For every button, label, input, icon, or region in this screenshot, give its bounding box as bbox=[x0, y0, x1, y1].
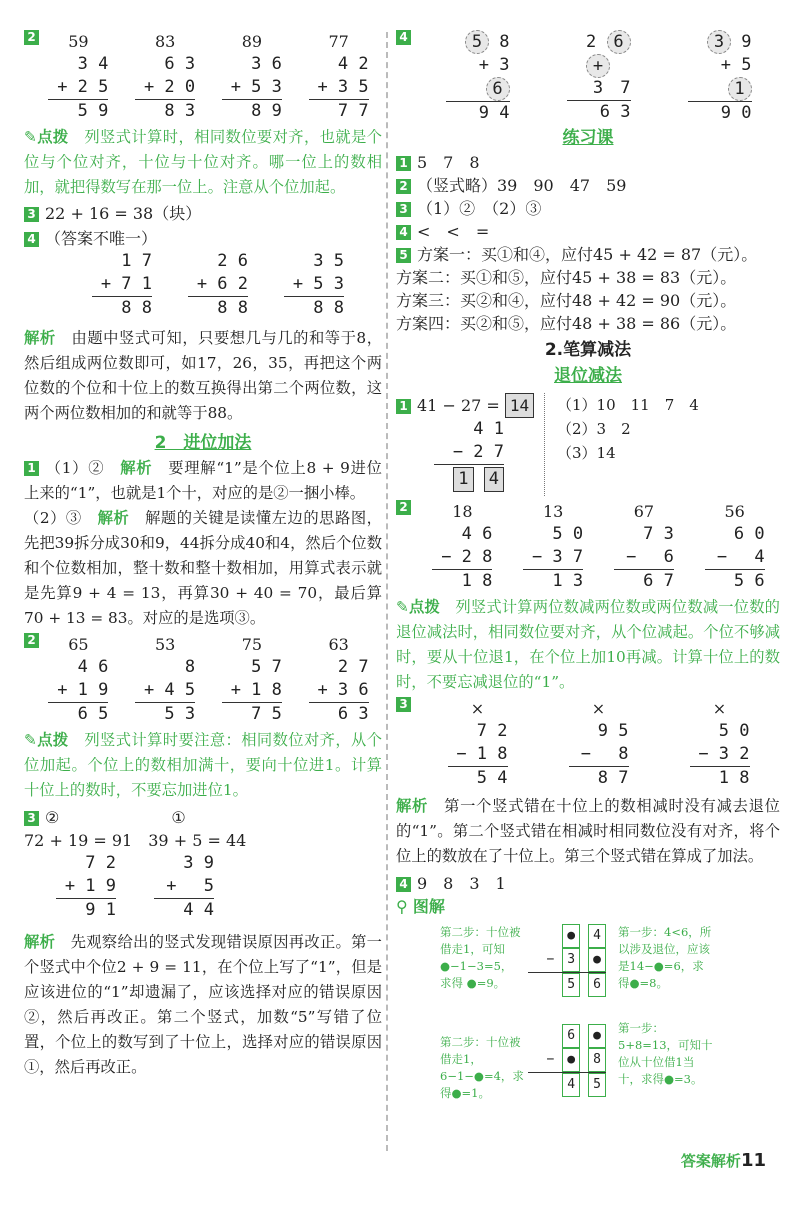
answer-text: （竖式略）39 90 47 59 bbox=[417, 176, 627, 195]
vertical-calc bbox=[135, 633, 195, 726]
vertical-calc bbox=[309, 633, 369, 726]
calc-line: 4 6 bbox=[461, 524, 493, 544]
analysis-paragraph bbox=[24, 930, 382, 1080]
tip-label: 点拨 bbox=[408, 598, 440, 616]
answer-text: 9 8 3 1 bbox=[417, 874, 506, 893]
practice-more bbox=[396, 266, 780, 335]
vertical-calc bbox=[48, 633, 108, 726]
vertical-calc bbox=[434, 418, 504, 492]
calc-line: + 3 5 bbox=[317, 77, 369, 97]
calc-line: 6 0 bbox=[733, 524, 765, 544]
s1-paragraph bbox=[24, 456, 382, 506]
vertical-calc bbox=[135, 30, 195, 123]
page-footer bbox=[681, 1150, 766, 1171]
calc-line: + 4 5 bbox=[143, 680, 196, 700]
s2-block bbox=[24, 633, 382, 726]
analysis-text: 第一个竖式错在十位上的数相减时没有减去退位的“1”。第二个竖式错在相减时相同数位没有对齐，将个位上的数放在了十位上。第三个竖式错在算成了加法。 bbox=[396, 797, 780, 865]
calc-line: 6 5 bbox=[48, 702, 108, 726]
answer-box: 14 bbox=[505, 393, 534, 418]
calc-line: 9 0 bbox=[688, 101, 752, 125]
side-answer: （3）14 bbox=[557, 444, 616, 462]
vertical-calc bbox=[48, 30, 108, 123]
analysis-label: 解析 bbox=[24, 933, 56, 951]
page-number: 11 bbox=[740, 1150, 766, 1171]
calc-line: 8 3 bbox=[135, 99, 195, 123]
sum-value: 18 bbox=[452, 502, 473, 521]
tip-paragraph bbox=[396, 595, 780, 695]
sum-value: 75 bbox=[241, 635, 263, 654]
calc-line: + 6 2 bbox=[196, 274, 248, 294]
calc-line: + 5 3 bbox=[230, 77, 282, 97]
calc-line: 7 2 bbox=[476, 721, 508, 741]
calc-line: 7 3 bbox=[643, 524, 674, 544]
tip-paragraph bbox=[24, 125, 382, 200]
calc-line: 6 3 bbox=[164, 54, 196, 74]
r1-block bbox=[396, 393, 780, 496]
diagram-note: 第一步：4<6，所以涉及退位，应该是14−●=6，求得●=8。 bbox=[618, 925, 712, 990]
section-title: 练习课 bbox=[562, 128, 614, 148]
analysis-label: 解析 bbox=[97, 509, 130, 527]
calc-line: + 1 9 bbox=[64, 876, 116, 896]
analysis-text: 要理解“1”是个位上8 + 9进位上来的“1”，也就是1个十，对应的是②一捆小棒。 bbox=[24, 459, 382, 502]
sum-value: × bbox=[470, 699, 485, 718]
sum-value: 63 bbox=[328, 635, 349, 654]
right-column bbox=[396, 30, 780, 1123]
calc-line: 9 5 bbox=[597, 721, 629, 741]
vertical-calc bbox=[569, 697, 629, 790]
question-number: 1 bbox=[396, 156, 411, 171]
answer-text: （1）② bbox=[45, 459, 105, 477]
calc-line: 8 8 bbox=[284, 296, 344, 320]
sum-value: × bbox=[591, 699, 606, 718]
calc-line: 9 4 bbox=[446, 101, 510, 125]
equation: 72 + 19 = 91 bbox=[24, 831, 133, 850]
calc-line: 8 bbox=[184, 657, 196, 677]
flower-digit: 6 bbox=[486, 77, 510, 101]
tip-text: 列竖式计算两位数减两位数或两位数减一位数的退位减法时，相同数位要对齐，从个位减起。个位不够减时，要从十位退1，在个位上加10再减。计算十位上的数时，不要忘减退位的“1”。 bbox=[396, 598, 780, 691]
result-box: 1 bbox=[453, 467, 473, 492]
analysis-text: 解题的关键是读懂左边的思路图，先把39拆分成30和9，44拆分成40和4，然后个位数和个位数相加，整十数和整十数相加，用算式表示就是先算9 + 4 = 13，再算30 + 40 = 70，最后算70 + 13 = 83。对应的是选项③。 bbox=[24, 509, 382, 627]
result-box: 4 bbox=[484, 467, 504, 492]
calc-line: 5 7 bbox=[251, 657, 282, 677]
flower-digit: 5 bbox=[465, 30, 489, 54]
digit: + 5 bbox=[720, 55, 752, 75]
answer-text: 22 + 16 = 38（块） bbox=[45, 204, 202, 223]
vertical-calc bbox=[92, 250, 152, 320]
footer-label: 答案解析 bbox=[680, 1152, 741, 1170]
calc-line: − 6 bbox=[626, 547, 674, 567]
calc-line: 4 1 bbox=[473, 419, 504, 439]
calc-line: + 1 8 bbox=[230, 680, 282, 700]
practice-item bbox=[396, 220, 780, 243]
vertical-calc bbox=[154, 852, 214, 922]
calc-line bbox=[567, 30, 631, 54]
r3-block bbox=[396, 697, 780, 790]
calc-line: + 1 9 bbox=[57, 680, 109, 700]
answer-text: （2）③ bbox=[24, 509, 82, 527]
answer-text: ② bbox=[45, 808, 60, 827]
calc-line: 1 7 bbox=[121, 251, 152, 271]
section-title: 2.笔算减法 bbox=[544, 340, 632, 360]
calc-line bbox=[446, 54, 510, 101]
question-number: 3 bbox=[24, 811, 39, 826]
question-number: 2 bbox=[396, 179, 411, 194]
flower-calc bbox=[688, 30, 752, 125]
calc-line: − 8 bbox=[580, 744, 629, 764]
calc-line: + 5 3 bbox=[292, 274, 344, 294]
question-number: 2 bbox=[24, 30, 39, 45]
calc-line: 1 8 bbox=[690, 766, 750, 790]
calc-line: 8 8 bbox=[188, 296, 248, 320]
diagram-icon: ⚲ bbox=[396, 897, 408, 916]
calc-line: 8 8 bbox=[92, 296, 152, 320]
sum-value: 77 bbox=[328, 32, 349, 51]
vertical-calc bbox=[690, 697, 750, 790]
calc-line: + 2 5 bbox=[57, 77, 109, 97]
vertical-calc bbox=[448, 697, 508, 790]
practice-item bbox=[396, 151, 780, 174]
calc-line: − 4 bbox=[716, 547, 765, 567]
diagram-calc-1: ● 4 − 3 ● 5 6 bbox=[528, 924, 606, 997]
calc-line: 5 0 bbox=[552, 524, 584, 544]
calc-line: 1 8 bbox=[432, 569, 492, 593]
column-divider bbox=[386, 32, 388, 1151]
calc-line: 6 3 bbox=[309, 702, 369, 726]
calc-line: 7 5 bbox=[222, 702, 282, 726]
answer-text: ① bbox=[171, 808, 186, 827]
question-number: 4 bbox=[24, 232, 39, 247]
side-answer: （2）3 2 bbox=[557, 420, 631, 438]
question-number: 2 bbox=[24, 633, 39, 648]
analysis-label: 解析 bbox=[24, 329, 56, 347]
pencil-icon: ✎ bbox=[24, 731, 37, 749]
diagram-note: 第二步：十位被借走1，6−1−●=4，求得●=1。 bbox=[440, 1035, 524, 1100]
calc-line: 2 6 bbox=[217, 251, 248, 271]
sum-value: 53 bbox=[154, 635, 176, 654]
calc-line: 9 1 bbox=[56, 898, 116, 922]
calc-line: + 2 0 bbox=[143, 77, 196, 97]
question-number: 3 bbox=[396, 202, 411, 217]
analysis-paragraph bbox=[24, 326, 382, 426]
answer-text: 方案一：买①和④，应付45 + 42 = 87（元）。 bbox=[417, 245, 758, 264]
calc-line: + 7 1 bbox=[100, 274, 152, 294]
question-number: 4 bbox=[396, 30, 411, 45]
flower-calc bbox=[446, 30, 510, 125]
calc-line: 3 6 bbox=[251, 54, 282, 74]
tip-text: 列竖式计算时，相同数位要对齐，也就是个位与个位对齐，十位与十位对齐。哪一位上的数相加，就把得数写在那一位上。注意从个位加起。 bbox=[24, 128, 382, 196]
tip-label: 点拨 bbox=[36, 128, 69, 146]
calc-line: 2 7 bbox=[337, 657, 369, 677]
analysis-paragraph bbox=[396, 794, 780, 869]
question-number: 3 bbox=[396, 697, 411, 712]
calc-line: 3 9 bbox=[183, 853, 214, 873]
vertical-calc bbox=[188, 250, 248, 320]
vertical-calc bbox=[523, 500, 583, 593]
calc-line: − 1 8 bbox=[456, 744, 508, 764]
subsection-title: 退位减法 bbox=[554, 366, 622, 386]
sum-value: 13 bbox=[542, 502, 564, 521]
question-number: 1 bbox=[24, 461, 39, 476]
calc-line: 4 6 bbox=[77, 657, 109, 677]
calc-line: 3 4 bbox=[77, 54, 109, 74]
vertical-calc bbox=[705, 500, 765, 593]
calc-line bbox=[446, 30, 510, 54]
question-number: 4 bbox=[396, 225, 411, 240]
r-q4-block bbox=[396, 30, 780, 125]
analysis-text: 先观察给出的竖式发现错误原因再改正。第一个竖式中个位2 + 9 = 11，在个位上写了“1”，但是应该进位的“1”却遗漏了，应该选择对应的错误原因②，然后再改正。第二个竖式，加数“5”写错了位置，个位上的数写到了十位上，选择对应的错误原因①，然后再改正。 bbox=[24, 933, 382, 1076]
vertical-calc bbox=[222, 30, 282, 123]
sum-value: 59 bbox=[68, 32, 89, 51]
practice-answers bbox=[396, 151, 780, 266]
practice-item bbox=[396, 243, 780, 266]
calc-line: 8 7 bbox=[569, 766, 629, 790]
q2-block bbox=[24, 30, 382, 123]
answer-text: < < = bbox=[417, 222, 490, 241]
sum-value: 56 bbox=[724, 502, 745, 521]
sum-value: 67 bbox=[633, 502, 655, 521]
tip-text: 列竖式计算时要注意：相同数位对齐，从个位加起。个位上的数相加满十，要向十位进1。计算十位上的数时，不要忘加进位1。 bbox=[24, 731, 382, 799]
analysis-text: 由题中竖式可知，只要想几与几的和等于8，然后组成两位数即可，如17，26，35，再把这个两位数的个位和十位上的数互换得出第二个两位数，这两个两位数相加的和就等于88。 bbox=[24, 329, 382, 422]
vertical-calc bbox=[222, 633, 282, 726]
calc-line: 5 9 bbox=[48, 99, 108, 123]
sum-value: 65 bbox=[68, 635, 89, 654]
vertical-calc bbox=[284, 250, 344, 320]
s3-calcs bbox=[24, 852, 382, 922]
flower-digit: 1 bbox=[728, 77, 752, 101]
question-number: 1 bbox=[396, 399, 411, 414]
pencil-icon: ✎ bbox=[24, 128, 37, 146]
digit: 9 bbox=[741, 32, 752, 52]
calc-line: + 3 6 bbox=[317, 680, 369, 700]
calc-line: − 2 7 bbox=[452, 442, 504, 462]
vertical-calc bbox=[309, 30, 369, 123]
calc-line: 5 6 bbox=[705, 569, 765, 593]
diagram-note: 第一步：5+8=13，可知十位从十位借1当十，求得●=3。 bbox=[618, 1021, 713, 1086]
answer-text: 5 7 8 bbox=[417, 153, 480, 172]
plan-line: 方案四：买②和⑤，应付48 + 38 = 86（元）。 bbox=[396, 314, 737, 333]
analysis-label: 解析 bbox=[396, 797, 429, 815]
plan-line: 方案三：买②和④，应付48 + 42 = 90（元）。 bbox=[396, 291, 737, 310]
s1-paragraph-2 bbox=[24, 506, 382, 631]
calc-line: 4 2 bbox=[337, 54, 369, 74]
section-title: 2 进位加法 bbox=[154, 433, 252, 453]
sum-value: 89 bbox=[241, 32, 263, 51]
diagram bbox=[396, 918, 780, 1123]
calc-line: 5 0 bbox=[718, 721, 750, 741]
vertical-calc bbox=[614, 500, 674, 593]
calc-line: 3 5 bbox=[313, 251, 344, 271]
practice-item bbox=[396, 197, 780, 220]
calc-line: 7 2 bbox=[85, 853, 116, 873]
calc-line: 7 7 bbox=[309, 99, 369, 123]
calc-line: + 5 bbox=[166, 876, 214, 896]
calc-line: 1 3 bbox=[523, 569, 583, 593]
analysis-label: 解析 bbox=[120, 459, 153, 477]
answer-text: （答案不唯一） bbox=[45, 229, 158, 248]
calc-line: − 3 7 bbox=[531, 547, 584, 567]
equation: 41 − 27 = bbox=[417, 396, 500, 415]
question-number: 4 bbox=[396, 877, 411, 892]
side-answer: （1）10 11 7 4 bbox=[557, 396, 699, 414]
diagram-calc-2: 6 ● − ● 8 4 5 bbox=[528, 1024, 606, 1097]
question-number: 2 bbox=[396, 500, 411, 515]
plan-line: 方案二：买①和⑤，应付45 + 38 = 83（元）。 bbox=[396, 268, 737, 287]
left-column bbox=[24, 30, 382, 1080]
r2-block bbox=[396, 500, 780, 593]
flower-calc bbox=[567, 30, 631, 125]
q4-calcs bbox=[24, 250, 382, 320]
digit: 7 bbox=[620, 78, 631, 98]
calc-line: 6 3 bbox=[567, 100, 631, 124]
tip-label: 点拨 bbox=[36, 731, 69, 749]
calc-line: 8 9 bbox=[222, 99, 282, 123]
digit: 8 bbox=[499, 32, 510, 52]
calc-line bbox=[688, 54, 752, 101]
sum-value: × bbox=[712, 699, 727, 718]
flower-digit: 6 bbox=[607, 30, 631, 54]
flower-digit: 3 bbox=[707, 30, 731, 54]
flower-digit: + 3 bbox=[586, 54, 610, 78]
equation: 39 + 5 = 44 bbox=[148, 831, 247, 850]
calc-line: 4 4 bbox=[154, 898, 214, 922]
pencil-icon: ✎ bbox=[396, 598, 409, 616]
practice-item bbox=[396, 174, 780, 197]
vertical-calc bbox=[56, 852, 116, 922]
calc-line: − 3 2 bbox=[698, 744, 750, 764]
calc-line: 5 4 bbox=[448, 766, 508, 790]
calc-line bbox=[688, 30, 752, 54]
sum-value: 83 bbox=[154, 32, 176, 51]
calc-line bbox=[567, 54, 631, 100]
calc-line: 5 3 bbox=[135, 702, 195, 726]
vertical-calc bbox=[432, 500, 492, 593]
question-number: 5 bbox=[396, 248, 411, 263]
calc-line: 6 7 bbox=[614, 569, 674, 593]
diagram-label: 图解 bbox=[412, 897, 445, 916]
answer-text: （1）② （2）③ bbox=[417, 199, 542, 218]
question-number: 3 bbox=[24, 207, 39, 222]
digit: + 3 bbox=[478, 55, 510, 75]
tip-paragraph bbox=[24, 728, 382, 803]
digit: 2 bbox=[586, 32, 597, 52]
diagram-note: 第二步：十位被借走1，可知 ●−1−3=5，求得 ●=9。 bbox=[440, 925, 521, 990]
calc-line: − 2 8 bbox=[441, 547, 493, 567]
